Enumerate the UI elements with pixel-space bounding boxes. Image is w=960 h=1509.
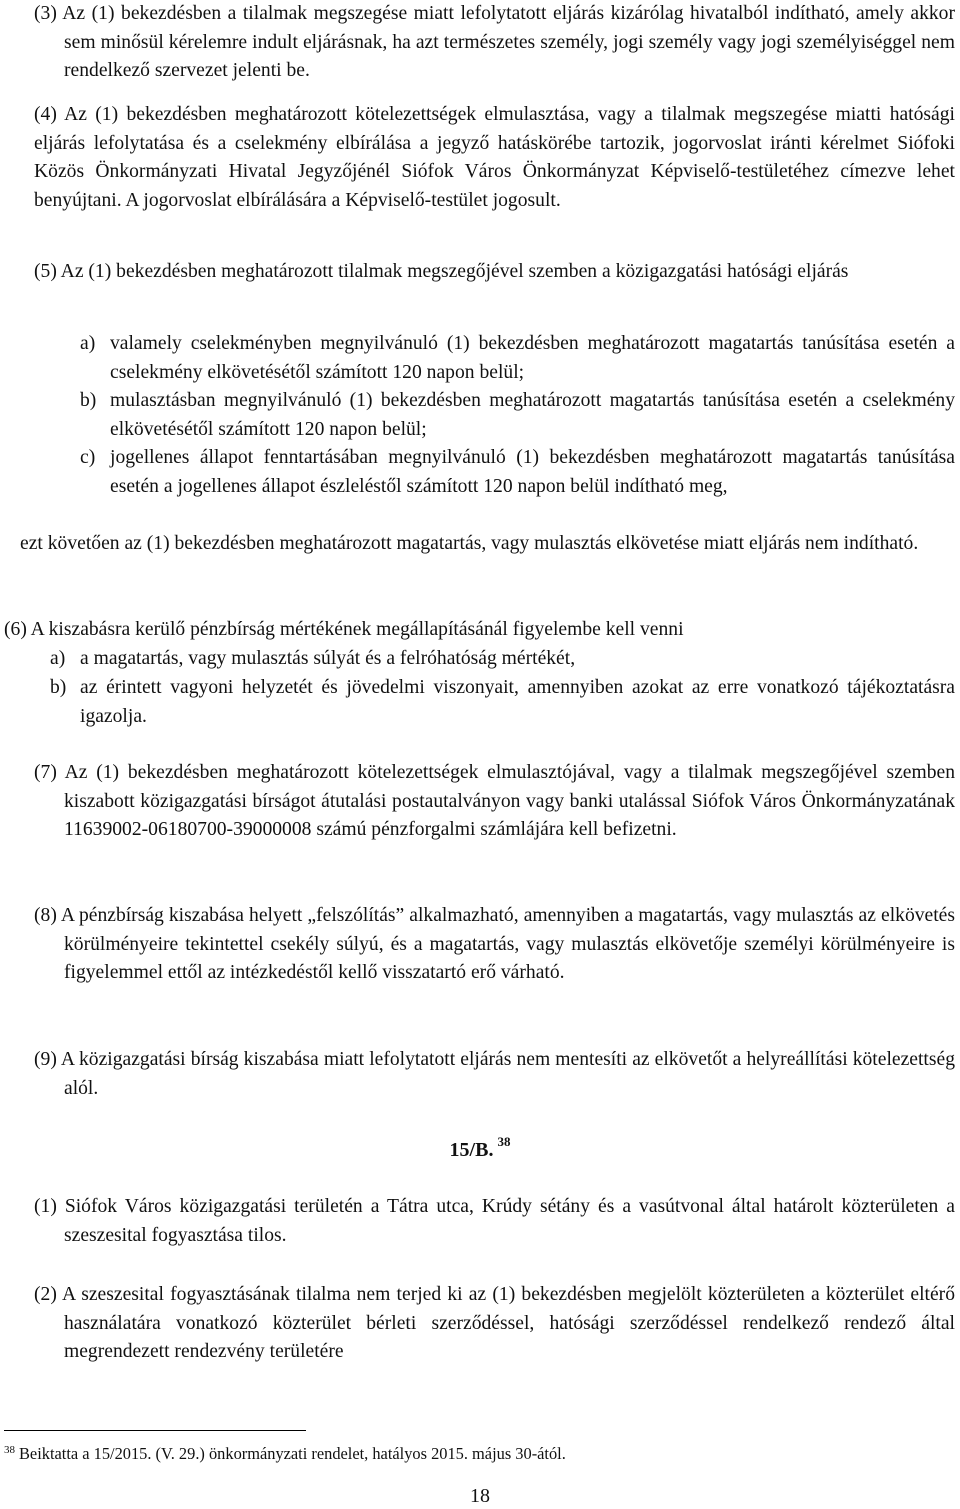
section-heading xyxy=(0,1136,960,1167)
list-item-label: a) xyxy=(80,333,96,354)
section-paragraph-2: (2) A szeszesital fogyasztásának tilalma nem terjed ki az (1) bekezdésben megjelölt közterületen a közterület eltérő használatára vonatkozó közterület bérleti szerződéssel, hatósági szerződéssel rendelkező rendező által megrendezett rendezvény területére xyxy=(34,1284,955,1363)
list-item xyxy=(50,645,955,674)
list-item xyxy=(50,674,955,731)
paragraph-5-intro: (5) Az (1) bekezdésben meghatározott tilalmak megszegőjével szemben a közigazgatási hatósági eljárás xyxy=(34,261,849,282)
list-item-text: jogellenes állapot fenntartásában megnyilvánuló (1) bekezdésben meghatározott magatartás tanúsítása esetén a jogellenes állapot észleléstől számított 120 napon belül indítható meg, xyxy=(110,447,955,497)
paragraph-4: (4) Az (1) bekezdésben meghatározott kötelezettségek elmulasztása, vagy a tilalmak megszegése miatti hatósági eljárás lefolytatása és a cselekmény elbírálása a jegyző hatáskörébe tartozik, jogorvoslat iránti kérelmet Siófoki Közös Önkormányzati Hivatal Jegyzőjénél Siófok Város Önkormányzat Képviselő-testületéhez címezve lehet benyújtani. A jogorvoslat elbírálására a Képviselő-testület jogosult. xyxy=(34,104,955,211)
footnote-number: 38 xyxy=(4,1444,15,1456)
list-item-text: a magatartás, vagy mulasztás súlyát és a felróhatóság mértékét, xyxy=(80,648,576,669)
list-item-text: valamely cselekményben megnyilvánuló (1) bekezdésben meghatározott magatartás tanúsítása esetén a cselekmény elkövetésétől számított 120 napon belül; xyxy=(110,333,955,383)
paragraph-8: (8) A pénzbírság kiszabása helyett „felszólítás” alkalmazható, amennyiben a magatartás, vagy mulasztás az elkövetés körülményeire tekintettel csekély súlyú, és a magatartás, vagy mulasztás elkövetője személyi körülményeire is figyelemmel ettől az intézkedéstől kellő visszatartó erő várható. xyxy=(34,905,955,984)
list-item-text: mulasztásban megnyilvánuló (1) bekezdésben meghatározott magatartás tanúsítása esetén a cselekmény elkövetésétől számított 120 napon belül; xyxy=(110,390,955,440)
footnote-reference[interactable]: 38 xyxy=(497,1134,511,1149)
list-item xyxy=(80,444,955,501)
section-title: 15/B. xyxy=(449,1139,494,1161)
list-item-label: a) xyxy=(50,648,66,669)
list-item-label: b) xyxy=(50,677,67,698)
list-item xyxy=(80,387,955,444)
paragraph-3: (3) Az (1) bekezdésben a tilalmak megszegése miatt lefolytatott eljárás kizárólag hivatalból indítható, amely akkor sem minősül kérelemre indult eljárásnak, ha azt természetes személy, jogi személy vagy jogi személyiséggel nem rendelkező szervezet jelenti be. xyxy=(34,3,955,82)
paragraph-9: (9) A közigazgatási bírság kiszabása miatt lefolytatott eljárás nem mentesíti az elkövetőt a helyreállítási kötelezettség alól. xyxy=(34,1049,955,1099)
section-paragraph-1: (1) Siófok Város közigazgatási területén a Tátra utca, Krúdy sétány és a vasútvonal által határolt közterületen a szeszesital fogyasztása tilos. xyxy=(34,1196,955,1246)
list-item-text: az érintett vagyoni helyzetét és jövedelmi viszonyait, amennyiben azokat az erre vonatkozó tájékoztatásra igazolja. xyxy=(80,677,955,727)
footnote-divider xyxy=(4,1430,306,1431)
footnote-text: Beiktatta a 15/2015. (V. 29.) önkormányzati rendelet, hatályos 2015. május 30-ától. xyxy=(19,1444,566,1463)
paragraph-5-outro: ezt követően az (1) bekezdésben meghatározott magatartás, vagy mulasztás elkövetése miatt eljárás nem indítható. xyxy=(20,533,919,554)
footnote xyxy=(4,1444,566,1466)
list-item-label: b) xyxy=(80,390,97,411)
paragraph-7: (7) Az (1) bekezdésben meghatározott kötelezettségek elmulasztójával, vagy a tilalmak megszegőjével szemben kiszabott közigazgatási bírságot átutalási postautalványon vagy banki utalással Siófok Város Önkormányzatának 11639002-06180700-39000008 számú pénzforgalmi számlájára kell befizetni. xyxy=(34,762,955,841)
page-number: 18 xyxy=(470,1485,490,1507)
list-item xyxy=(80,330,955,387)
list-item-label: c) xyxy=(80,447,96,468)
paragraph-6-intro: (6) A kiszabásra kerülő pénzbírság mértékének megállapításánál figyelembe kell venni xyxy=(4,619,684,640)
